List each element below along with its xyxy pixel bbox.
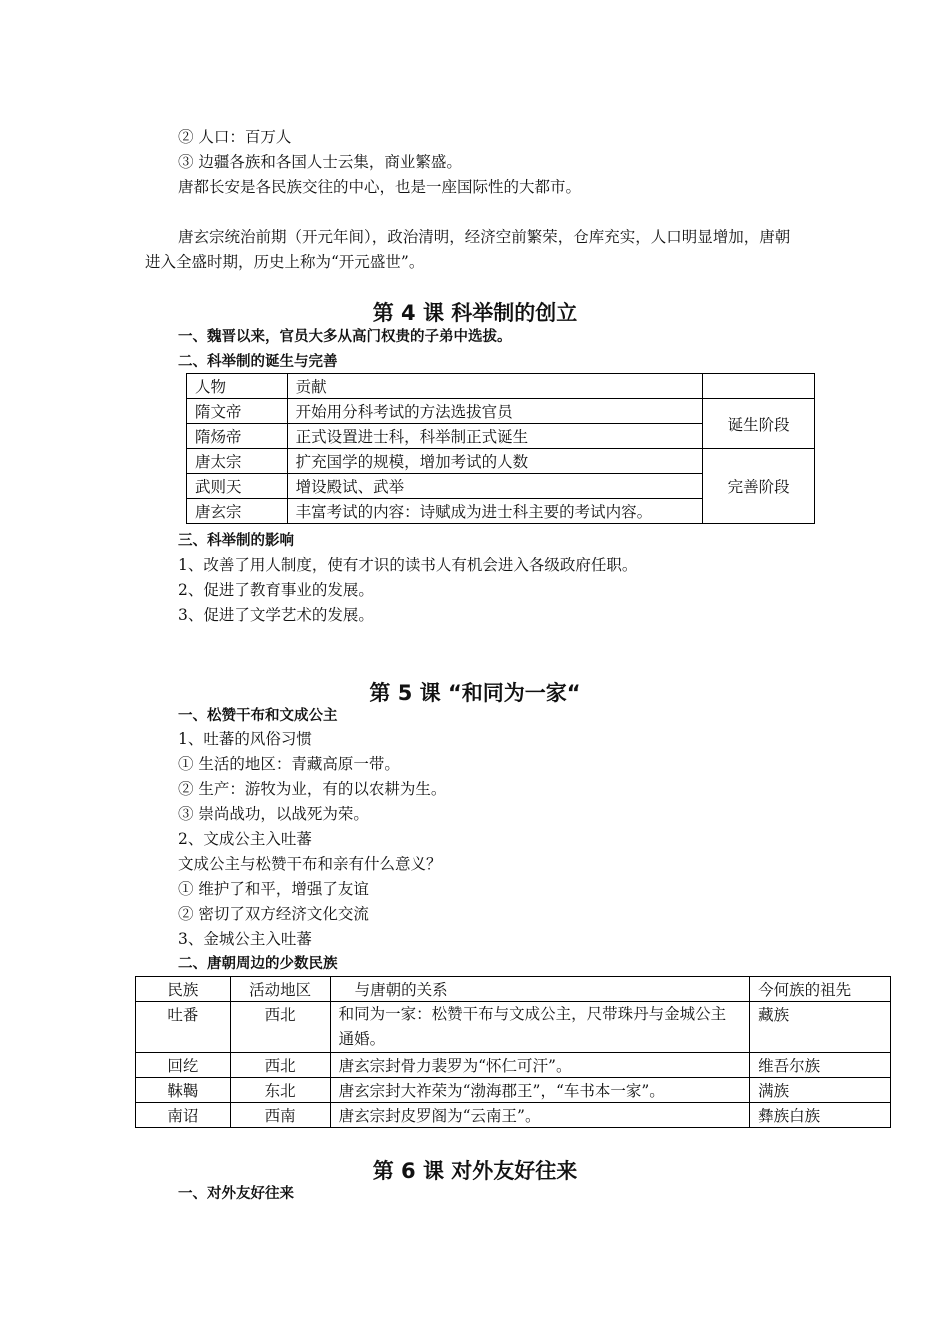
- table-cell-contribution: 扩充国学的规模，增加考试的人数: [287, 449, 703, 474]
- table-cell-contribution: 丰富考试的内容：诗赋成为进士科主要的考试内容。: [287, 499, 703, 524]
- section-heading: 一、对外友好往来: [178, 1186, 294, 1202]
- list-item: 3、促进了文学艺术的发展。: [178, 606, 374, 624]
- table-cell-person: 隋炀帝: [187, 424, 288, 449]
- list-item: ① 维护了和平，增强了友谊: [178, 880, 369, 898]
- list-item: ② 生产：游牧为业，有的以农耕为生。: [178, 780, 447, 798]
- list-item: 文成公主与松赞干布和亲有什么意义？: [178, 855, 442, 873]
- list-item: 2、文成公主入吐蕃: [178, 830, 312, 848]
- table-cell: 西南: [230, 1103, 330, 1128]
- table-cell: 吐番: [136, 1002, 231, 1053]
- table-cell: 西北: [230, 1002, 330, 1053]
- section-heading: 二、科举制的诞生与完善: [178, 354, 338, 370]
- lesson6-title: 第 6 课 对外友好往来: [372, 1159, 578, 1183]
- table-header-cell: 民族: [136, 977, 231, 1002]
- list-item: ③ 崇尚战功，以战死为荣。: [178, 805, 369, 823]
- lesson5-title: 第 5 课 “和同为一家“: [369, 681, 581, 705]
- table-cell-person: 隋文帝: [187, 399, 288, 424]
- intro-line: ③ 边疆各族和各国人士云集，商业繁盛。: [178, 153, 462, 171]
- section-heading: 三、科举制的影响: [178, 533, 294, 549]
- table-cell: 回纥: [136, 1053, 231, 1078]
- list-item: 1、改善了用人制度，使有才识的读书人有机会进入各级政府任职。: [178, 556, 638, 574]
- list-item: 1、吐蕃的风俗习惯: [178, 730, 312, 748]
- table-row: [136, 1002, 891, 1053]
- stage-cell: 诞生阶段: [703, 399, 815, 449]
- ethnic-groups-table: [135, 976, 891, 1128]
- stage-cell: 完善阶段: [703, 449, 815, 524]
- table-row: [136, 1053, 891, 1078]
- table-cell: 维吾尔族: [750, 1053, 891, 1078]
- table-header-row: [136, 977, 891, 1002]
- list-item: 2、促进了教育事业的发展。: [178, 581, 374, 599]
- table-cell-contribution: 开始用分科考试的方法选拔官员: [287, 399, 703, 424]
- list-item: 3、金城公主入吐蕃: [178, 930, 312, 948]
- table-header-row: [187, 374, 815, 399]
- table-cell: 南诏: [136, 1103, 231, 1128]
- table-cell-person: 唐玄宗: [187, 499, 288, 524]
- table-header-cell: [703, 374, 815, 399]
- table-cell: 藏族: [750, 1002, 891, 1053]
- table-header-cell: 活动地区: [230, 977, 330, 1002]
- table-header-cell: 贡献: [287, 374, 703, 399]
- table-header-cell: 人物: [187, 374, 288, 399]
- table-cell: 靺鞨: [136, 1078, 231, 1103]
- intro-line: 唐都长安是各民族交往的中心，也是一座国际性的大都市。: [178, 178, 582, 196]
- table-row: [187, 399, 815, 424]
- table-header-cell: 今何族的祖先: [750, 977, 891, 1002]
- section-heading: 一、松赞干布和文成公主: [178, 708, 338, 724]
- list-item: ② 密切了双方经济文化交流: [178, 905, 369, 923]
- intro-paragraph: 进入全盛时期，历史上称为“开元盛世”。: [145, 253, 425, 271]
- table-row: [136, 1103, 891, 1128]
- section-heading: 一、魏晋以来，官员大多从高门权贵的子弟中选拔。: [178, 329, 512, 345]
- table-cell: 东北: [230, 1078, 330, 1103]
- table-cell: 唐玄宗封骨力裴罗为“怀仁可汗”。: [330, 1053, 750, 1078]
- section-heading: 二、唐朝周边的少数民族: [178, 956, 338, 972]
- intro-paragraph: 唐玄宗统治前期（开元年间），政治清明，经济空前繁荣，仓库充实，人口明显增加，唐朝: [178, 228, 791, 246]
- list-item: ① 生活的地区：青藏高原一带。: [178, 755, 400, 773]
- lesson4-title: 第 4 课 科举制的创立: [372, 301, 578, 325]
- table-cell: 唐玄宗封大祚荣为“渤海郡王”，“车书本一家”。: [330, 1078, 750, 1103]
- table-cell: 彝族白族: [750, 1103, 891, 1128]
- intro-line: ② 人口：百万人: [178, 128, 292, 146]
- table-cell-person: 武则天: [187, 474, 288, 499]
- table-cell: 唐玄宗封皮罗阁为“云南王”。: [330, 1103, 750, 1128]
- table-cell: 西北: [230, 1053, 330, 1078]
- exam-system-table: [186, 373, 815, 524]
- table-cell-contribution: 增设殿试、武举: [287, 474, 703, 499]
- table-cell-person: 唐太宗: [187, 449, 288, 474]
- table-cell-contribution: 正式设置进士科，科举制正式诞生: [287, 424, 703, 449]
- table-cell: 满族: [750, 1078, 891, 1103]
- table-row: [136, 1078, 891, 1103]
- table-row: [187, 449, 815, 474]
- table-header-cell: 与唐朝的关系: [330, 977, 750, 1002]
- table-cell: 和同为一家：松赞干布与文成公主，尺带珠丹与金城公主通婚。: [330, 1002, 750, 1053]
